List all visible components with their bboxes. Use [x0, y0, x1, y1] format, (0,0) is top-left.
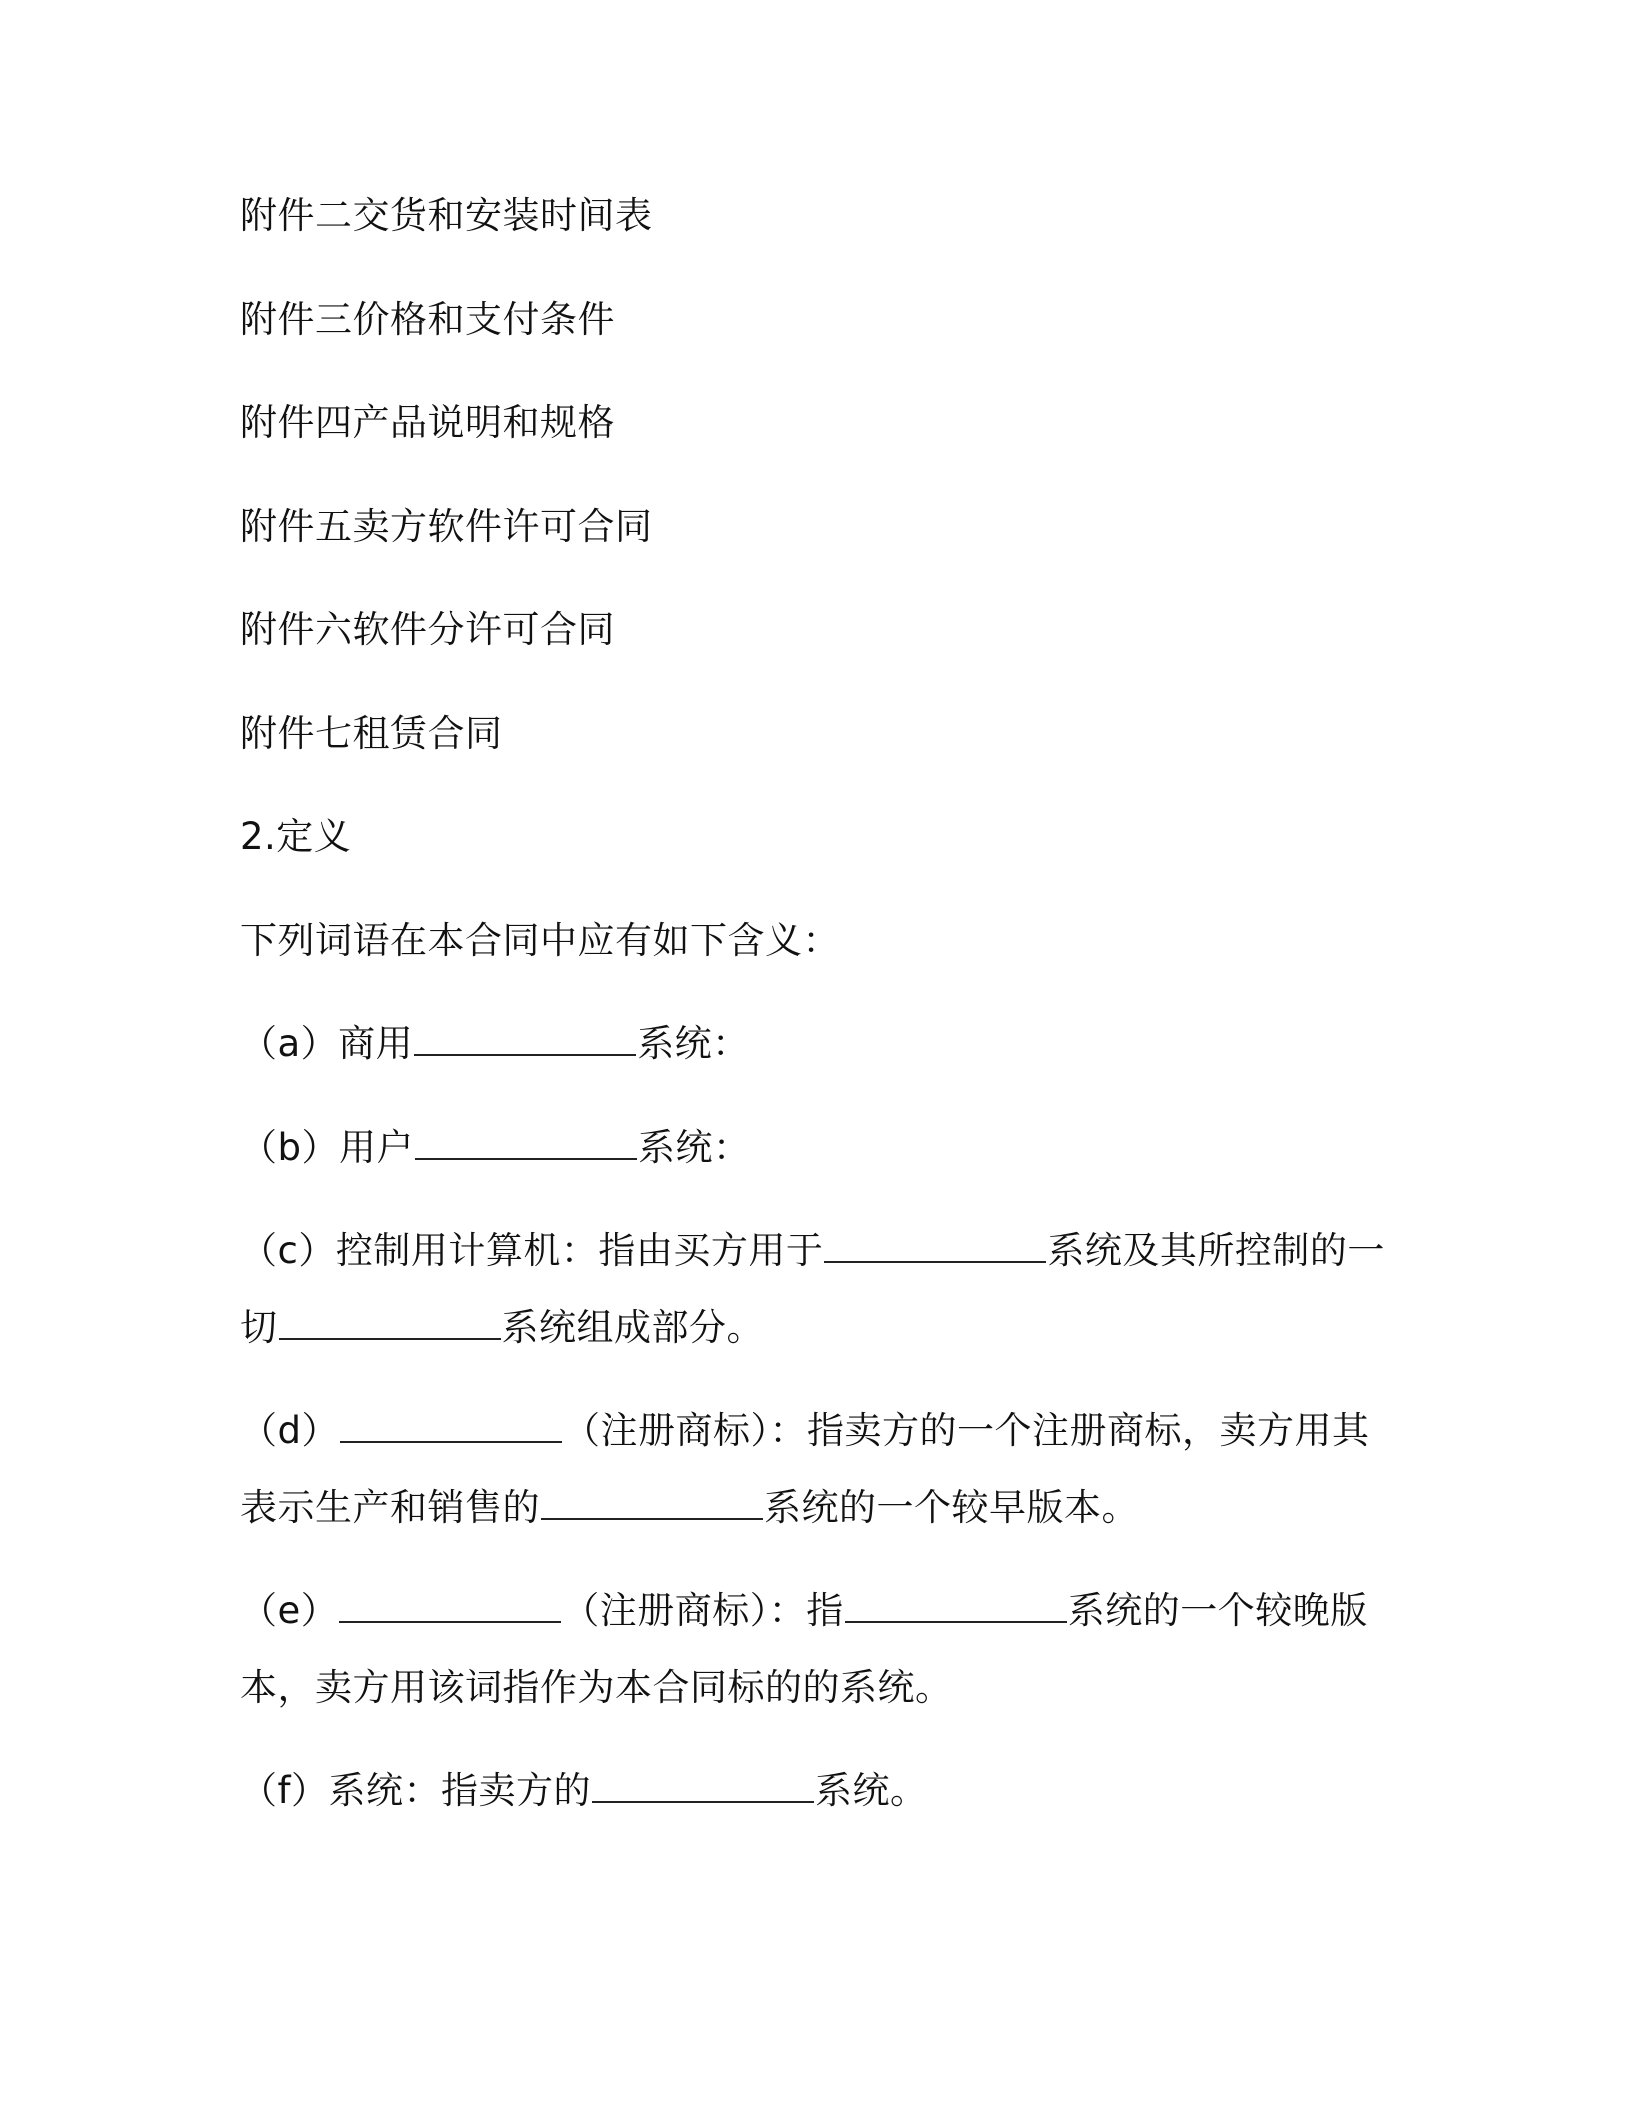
blank-field [845, 1589, 1067, 1623]
definition-d-line2 [240, 1484, 1390, 1532]
definition-d-suffix: （注册商标）：指卖方的一个注册商标，卖方用其 [563, 1409, 1370, 1452]
definition-d-line2-prefix: 表示生产和销售的 [240, 1486, 540, 1529]
definition-c-prefix: （c）控制用计算机：指由买方用于 [240, 1229, 824, 1272]
annex-4: 附件四产品说明和规格 [240, 401, 615, 444]
blank-field [339, 1589, 561, 1623]
blank-field [541, 1486, 763, 1520]
definition-c-line1 [240, 1227, 1390, 1275]
definition-d-prefix: （d） [240, 1409, 339, 1452]
definition-c-suffix: 系统及其所控制的一 [1047, 1229, 1385, 1272]
definition-a-prefix: （a）商用 [240, 1022, 414, 1065]
definition-b-suffix: 系统： [638, 1126, 751, 1169]
definition-b [240, 1124, 1390, 1172]
blank-field [415, 1126, 637, 1160]
annex-3: 附件三价格和支付条件 [240, 298, 615, 341]
blank-field [824, 1229, 1046, 1263]
definition-f [240, 1767, 1390, 1815]
blank-field [340, 1409, 562, 1443]
blank-field [279, 1306, 501, 1340]
blank-field [592, 1769, 814, 1803]
definition-a [240, 1020, 1390, 1068]
definition-e-middle: （注册商标）：指 [562, 1589, 844, 1632]
definition-d-line1 [240, 1407, 1390, 1455]
annex-6: 附件六软件分许可合同 [240, 608, 615, 651]
definition-c-line2-suffix: 系统组成部分。 [501, 1306, 764, 1349]
definition-a-suffix: 系统： [637, 1022, 750, 1065]
definition-d-line2-suffix: 系统的一个较早版本。 [764, 1486, 1139, 1529]
definition-e-prefix: （e） [240, 1589, 339, 1632]
annex-7: 附件七租赁合同 [240, 712, 503, 755]
definition-e-suffix: 系统的一个较晚版 [1067, 1589, 1368, 1632]
definition-f-suffix: 系统。 [815, 1769, 928, 1812]
definition-c-line2 [240, 1304, 1390, 1352]
definition-e-line2: 本，卖方用该词指作为本合同标的的系统。 [240, 1666, 953, 1709]
definition-f-prefix: （f）系统：指卖方的 [240, 1769, 592, 1812]
section-heading: 2.定义 [240, 815, 352, 858]
annex-5: 附件五卖方软件许可合同 [240, 505, 653, 548]
definition-b-prefix: （b）用户 [240, 1126, 414, 1169]
definition-e-line1 [240, 1587, 1390, 1635]
blank-field [414, 1022, 636, 1056]
definition-c-line2-prefix: 切 [240, 1306, 278, 1349]
definitions-intro: 下列词语在本合同中应有如下含义： [240, 919, 840, 962]
annex-2: 附件二交货和安装时间表 [240, 194, 653, 237]
